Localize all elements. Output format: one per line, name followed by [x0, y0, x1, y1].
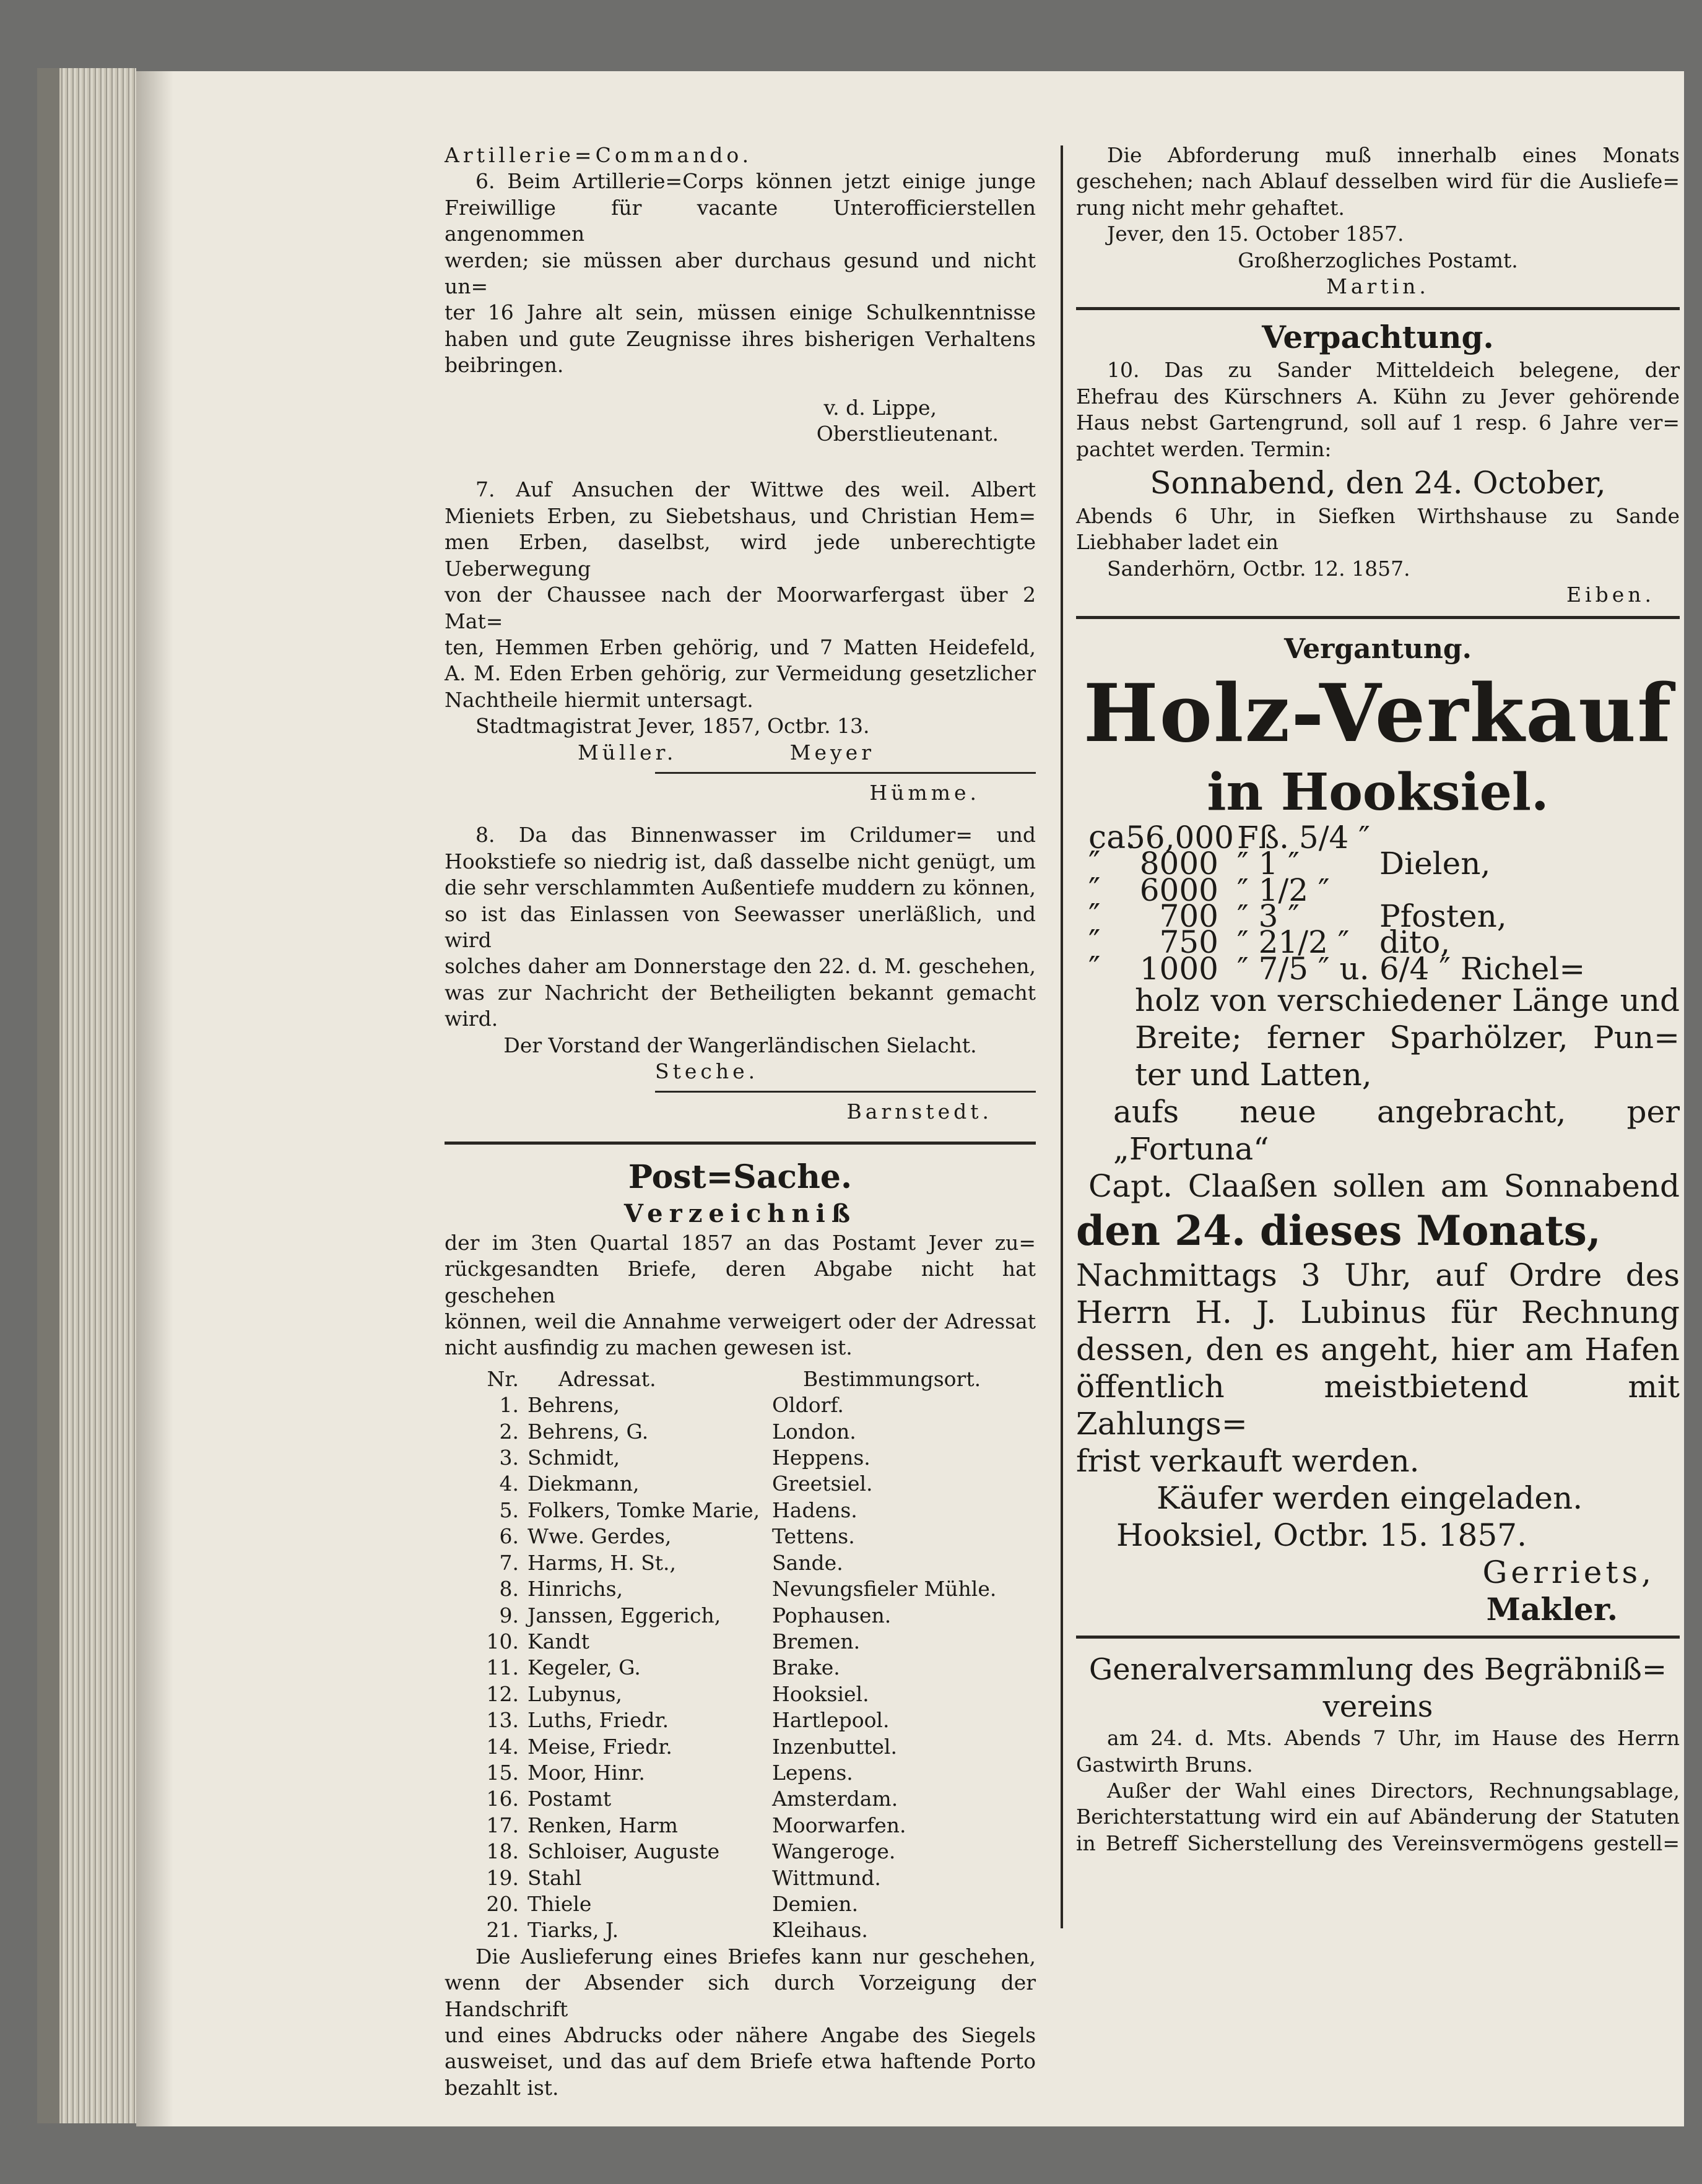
- row-destination: Pophausen.: [772, 1603, 892, 1627]
- row-destination: Hadens.: [772, 1497, 858, 1522]
- qty-prefix: ca.: [1088, 818, 1136, 856]
- text-line: so ist das Einlassen von Seewasser unerläßlich, und wird: [445, 901, 1036, 952]
- row-destination: Nevungsfieler Mühle.: [772, 1577, 997, 1601]
- column-header: Nr.: [487, 1366, 519, 1391]
- row-number: 17.: [486, 1813, 519, 1837]
- text-line: ter 16 Jahre alt sein, müssen einige Schulkenntnisse: [445, 300, 1036, 325]
- text-line: ten, Hemmen Erben gehörig, und 7 Matten Heidefeld,: [445, 635, 1036, 659]
- advert-title: Holz-Verkauf: [1083, 667, 1673, 760]
- place-date: Sanderhörn, Octbr. 12. 1857.: [1107, 556, 1410, 581]
- notice-verpachtung: [1076, 318, 1680, 608]
- row-destination: Wangeroge.: [772, 1839, 896, 1864]
- timber-quantity-list: [1076, 818, 1680, 987]
- notice-binnenwasser: [445, 822, 1036, 1125]
- row-destination: Bremen.: [772, 1629, 861, 1653]
- row-addressee: Renken, Harm: [528, 1813, 678, 1837]
- signature: Martin.: [1326, 274, 1430, 299]
- text-line: und eines Abdrucks oder nähere Angabe des Siegels: [445, 2023, 1036, 2047]
- text-line: Ehefrau des Kürschners A. Kühn zu Jever gehörende: [1076, 384, 1680, 409]
- row-destination: Sande.: [772, 1550, 843, 1575]
- text-line: dessen, den es angeht, hier am Hafen: [1076, 1332, 1680, 1368]
- qty-prefix: ″: [1088, 897, 1101, 935]
- row-number: 19.: [486, 1865, 519, 1890]
- notice-post-sache: [445, 1157, 1036, 2101]
- spacer: [445, 806, 1036, 822]
- qty-dimension: ″ 3 ″: [1237, 898, 1300, 934]
- qty-prefix: ″: [1088, 924, 1101, 961]
- qty-amount: 700: [1159, 898, 1218, 934]
- table-row: [463, 1550, 1036, 1576]
- section-rule: [1076, 1636, 1680, 1639]
- qty-dimension: Fß. 5/4 ″: [1237, 819, 1370, 856]
- text-line: frist verkauft werden.: [1076, 1443, 1420, 1480]
- notice-generalversammlung: [1076, 1651, 1680, 1857]
- signature-body: Der Vorstand der Wangerländischen Sielacht.: [503, 1033, 977, 1057]
- row-destination: Lepens.: [772, 1760, 853, 1785]
- row-addressee: Hinrichs,: [528, 1577, 623, 1601]
- row-addressee: Diekmann,: [528, 1471, 640, 1496]
- row-addressee: Kegeler, G.: [528, 1655, 641, 1680]
- table-row: [463, 1523, 1036, 1549]
- text-line: Die Abforderung muß innerhalb eines Monats: [1107, 143, 1680, 167]
- table-row: [463, 1445, 1036, 1471]
- table-row: [463, 1655, 1036, 1681]
- qty-dimension: ″ 21/2 ″: [1237, 924, 1350, 961]
- row-destination: Oldorf.: [772, 1393, 844, 1418]
- text-line: rung nicht mehr gehaftet.: [1076, 195, 1345, 220]
- table-row: [463, 1603, 1036, 1629]
- qty-dimension: ″ 1 ″: [1237, 846, 1300, 882]
- text-line: beibringen.: [445, 353, 564, 378]
- table-row: [463, 1917, 1036, 1943]
- text-line: Capt. Claaßen sollen am Sonnabend: [1088, 1168, 1680, 1205]
- qty-prefix: ″: [1088, 871, 1101, 909]
- text-line: 7. Auf Ansuchen der Wittwe des weil. Albert: [475, 477, 1036, 502]
- signature-row: [445, 740, 1036, 766]
- row-addressee: Schmidt,: [528, 1445, 620, 1470]
- text-line: werden; sie müssen aber durchaus gesund und nicht un=: [445, 248, 1036, 299]
- qty-dimension: ″ 7/5 ″ u.: [1237, 950, 1370, 987]
- row-destination: Heppens.: [772, 1445, 871, 1470]
- row-number: 15.: [486, 1760, 519, 1785]
- qty-item: 6/4 ″ Richel=: [1379, 950, 1586, 987]
- text-line: nicht ausfindig zu machen gewesen ist.: [445, 1335, 853, 1360]
- timber-quantity-row: [1088, 950, 1680, 987]
- row-destination: Brake.: [772, 1655, 840, 1680]
- text-line: Nachmittags 3 Uhr, auf Ordre des: [1076, 1257, 1680, 1294]
- text-line: 10. Das zu Sander Mitteldeich belegene, der: [1107, 358, 1680, 383]
- text-line: geschehen; nach Ablauf desselben wird für die Ausliefe=: [1076, 169, 1680, 194]
- row-addressee: Behrens, G.: [528, 1419, 649, 1444]
- text-line: Nachtheile hiermit untersagt.: [445, 687, 753, 712]
- qty-prefix: ″: [1088, 950, 1101, 987]
- spacer: [445, 379, 1036, 395]
- left-column: [445, 142, 1036, 2101]
- qty-amount: 6000: [1139, 872, 1218, 908]
- text-line: in Betreff Sicherstellung des Vereinsvermögens gestell=: [1076, 1831, 1680, 1855]
- row-addressee: Folkers, Tomke Marie,: [528, 1497, 760, 1522]
- place-date: Hooksiel, Octbr. 15. 1857.: [1116, 1517, 1527, 1554]
- signature: v. d. Lippe,: [823, 395, 937, 420]
- auction-date: Sonnabend, den 24. October,: [1150, 465, 1606, 501]
- signature-title: Oberstlieutenant.: [816, 422, 999, 446]
- text-line: Herrn H. J. Lubinus für Rechnung: [1076, 1294, 1680, 1331]
- text-line: ausweiset, und das auf dem Briefe etwa haftende Porto: [445, 2049, 1036, 2074]
- section-heading: Verpachtung.: [1262, 319, 1494, 356]
- table-row: [463, 1786, 1036, 1812]
- text-line: der im 3ten Quartal 1857 an das Postamt Jever zu=: [445, 1230, 1036, 1255]
- section-rule: [445, 1142, 1036, 1145]
- text-line: 8. Da das Binnenwasser im Crildumer= und: [475, 823, 1036, 847]
- text-line: Breite; ferner Sparhölzer, Pun=: [1135, 1020, 1680, 1056]
- table-row: [463, 1497, 1036, 1523]
- row-destination: Amsterdam.: [772, 1787, 898, 1811]
- row-destination: Demien.: [772, 1891, 859, 1916]
- column-header: Bestimmungsort.: [803, 1366, 981, 1391]
- row-addressee: Stahl: [528, 1865, 582, 1890]
- notice-wittwe: [445, 477, 1036, 806]
- text-line: Gastwirth Bruns.: [1076, 1752, 1253, 1777]
- text-line: öffentlich meistbietend mit Zahlungs=: [1076, 1369, 1680, 1442]
- notice-heading: Artillerie=Commando.: [445, 143, 753, 167]
- text-line: Die Auslieferung eines Briefes kann nur geschehen,: [475, 1944, 1036, 1969]
- row-addressee: Thiele: [528, 1891, 592, 1916]
- row-number: 10.: [486, 1629, 519, 1653]
- text-line: bezahlt ist.: [445, 2075, 559, 2100]
- row-number: 18.: [486, 1839, 519, 1864]
- spacer: [445, 447, 1036, 477]
- row-addressee: Moor, Hinr.: [528, 1760, 645, 1785]
- signature: Meyer: [789, 740, 875, 765]
- text-line: Freiwillige für vacante Unterofficierstellen angenommen: [445, 195, 1036, 246]
- section-heading: vereins: [1322, 1689, 1433, 1725]
- text-line: Käufer werden eingeladen.: [1157, 1480, 1583, 1517]
- row-addressee: Schloiser, Auguste: [528, 1839, 720, 1864]
- page-gutter-shadow: [136, 71, 173, 2126]
- notice-artillerie: [445, 142, 1036, 447]
- notice-abforderung: [1076, 142, 1680, 300]
- signature: Steche.: [655, 1059, 759, 1083]
- signature: Gerriets,: [1482, 1554, 1655, 1591]
- row-addressee: Janssen, Eggerich,: [528, 1603, 721, 1627]
- text-line: pachtet werden. Termin:: [1076, 436, 1332, 461]
- section-heading: Post=Sache.: [628, 1158, 853, 1196]
- text-line: was zur Nachricht der Betheiligten bekannt gemacht: [445, 980, 1036, 1005]
- section-rule: [655, 772, 1036, 774]
- table-row: [463, 1760, 1036, 1786]
- text-line: von der Chaussee nach der Moorwarfergast über 2 Mat=: [445, 583, 1036, 633]
- qty-prefix: ″: [1088, 845, 1101, 883]
- row-number: 2.: [499, 1419, 519, 1444]
- table-row: [463, 1419, 1036, 1445]
- row-destination: Hooksiel.: [772, 1681, 869, 1706]
- row-addressee: Kandt: [528, 1629, 589, 1653]
- text-line: ter und Latten,: [1135, 1057, 1372, 1093]
- row-addressee: Tiarks, J.: [528, 1918, 619, 1943]
- subsection-heading: Verzeichniß: [623, 1198, 857, 1228]
- text-line: aufs neue angebracht, per „Fortuna“: [1113, 1094, 1680, 1168]
- qty-item: Dielen,: [1379, 846, 1491, 882]
- place-date: Stadtmagistrat Jever, 1857, Octbr. 13.: [475, 714, 870, 739]
- section-rule: [1076, 307, 1680, 310]
- row-number: 6.: [499, 1524, 519, 1549]
- text-line: holz von verschiedener Länge und: [1135, 982, 1680, 1019]
- section-rule: [655, 1091, 1036, 1093]
- row-destination: Kleihaus.: [772, 1918, 868, 1943]
- row-number: 5.: [499, 1497, 519, 1522]
- notice-holz-verkauf: [1076, 631, 1680, 1628]
- text-line: die sehr verschlammten Außentiefe muddern zu können,: [445, 875, 1036, 900]
- row-number: 9.: [499, 1603, 519, 1627]
- qty-amount: 1000: [1139, 950, 1218, 987]
- text-line: wenn der Absender sich durch Vorzeigung der Handschrift: [445, 1970, 1036, 2021]
- row-addressee: Luths, Friedr.: [528, 1708, 669, 1733]
- section-heading: Vergantung.: [1284, 633, 1472, 665]
- row-addressee: Behrens,: [528, 1393, 620, 1418]
- text-line: men Erben, daselbst, wird jede unberechtigte Ueberwegung: [445, 530, 1036, 581]
- text-line: am 24. d. Mts. Abends 7 Uhr, im Hause des Herrn: [1107, 1726, 1680, 1751]
- text-line: wird.: [445, 1007, 498, 1031]
- row-addressee: Postamt: [528, 1787, 612, 1811]
- row-number: 20.: [486, 1891, 519, 1916]
- row-number: 7.: [499, 1550, 519, 1575]
- table-row: [463, 1734, 1036, 1760]
- row-number: 21.: [486, 1918, 519, 1943]
- row-number: 3.: [499, 1445, 519, 1470]
- signature: Hümme.: [869, 780, 980, 805]
- qty-amount: 8000: [1139, 846, 1218, 882]
- right-column: [1076, 142, 1680, 1857]
- letters-table: [445, 1366, 1036, 1944]
- row-addressee: Wwe. Gerdes,: [528, 1524, 672, 1549]
- text-line: Liebhaber ladet ein: [1076, 530, 1279, 555]
- row-destination: Hartlepool.: [772, 1708, 890, 1733]
- row-destination: Inzenbuttel.: [772, 1734, 897, 1759]
- row-addressee: Meise, Friedr.: [528, 1734, 672, 1759]
- signature-title: Makler.: [1486, 1591, 1618, 1628]
- row-destination: Wittmund.: [772, 1865, 881, 1890]
- table-row: [463, 1707, 1036, 1733]
- table-row: [463, 1891, 1036, 1917]
- advert-subtitle: in Hooksiel.: [1207, 762, 1549, 822]
- signature-body: Großherzogliches Postamt.: [1238, 248, 1518, 272]
- row-number: 8.: [499, 1577, 519, 1601]
- auction-date: den 24. dieses Monats,: [1076, 1207, 1601, 1255]
- row-destination: Moorwarfen.: [772, 1813, 906, 1837]
- signature: Müller.: [578, 740, 677, 765]
- table-header-row: [463, 1366, 1036, 1392]
- row-addressee: Lubynus,: [528, 1681, 622, 1706]
- row-destination: Tettens.: [772, 1524, 855, 1549]
- table-row: [463, 1392, 1036, 1418]
- text-line: Hookstiefe so niedrig ist, daß dasselbe nicht genügt, um: [445, 849, 1036, 873]
- section-heading: Generalversammlung des Begräbniß=: [1088, 1652, 1667, 1688]
- table-row: [463, 1629, 1036, 1655]
- row-number: 1.: [499, 1393, 519, 1418]
- column-divider: [1061, 145, 1063, 1928]
- text-line: haben und gute Zeugnisse ihres bisherigen Verhaltens: [445, 326, 1036, 351]
- row-addressee: Harms, H. St.,: [528, 1550, 677, 1575]
- place-date: Jever, den 15. October 1857.: [1107, 222, 1404, 246]
- column-header: Adressat.: [558, 1366, 656, 1391]
- row-number: 4.: [499, 1471, 519, 1496]
- qty-amount: 56,000: [1126, 819, 1234, 856]
- text-line: Außer der Wahl eines Directors, Rechnungsablage,: [1107, 1778, 1680, 1803]
- table-row: [463, 1471, 1036, 1497]
- row-destination: London.: [772, 1419, 856, 1444]
- section-rule: [1076, 616, 1680, 619]
- text-line: rückgesandten Briefe, deren Abgabe nicht hat geschehen: [445, 1257, 1036, 1307]
- table-row: [463, 1839, 1036, 1865]
- table-row: [463, 1576, 1036, 1602]
- timber-description: [1076, 982, 1680, 1093]
- book-cover-edge: [37, 68, 59, 2123]
- qty-amount: 750: [1159, 924, 1218, 961]
- signature: Barnstedt.: [846, 1099, 992, 1124]
- text-line: Berichterstattung wird ein auf Abänderung der Statuten: [1076, 1805, 1680, 1829]
- table-row: [463, 1865, 1036, 1891]
- table-row: [463, 1681, 1036, 1707]
- text-line: A. M. Eden Erben gehörig, zur Vermeidung gesetzlicher: [445, 661, 1036, 686]
- row-number: 11.: [486, 1655, 519, 1680]
- text-line: Abends 6 Uhr, in Siefken Wirthshause zu Sande: [1076, 504, 1680, 529]
- qty-item: Pfosten,: [1379, 898, 1507, 934]
- qty-dimension: ″ 1/2 ″: [1237, 872, 1330, 908]
- row-number: 16.: [486, 1787, 519, 1811]
- text-line: Mieniets Erben, zu Siebetshaus, und Christian Hem=: [445, 503, 1036, 528]
- text-line: Haus nebst Gartengrund, soll auf 1 resp. 6 Jahre ver=: [1076, 410, 1680, 435]
- text-line: können, weil die Annahme verweigert oder der Adressat: [445, 1309, 1036, 1334]
- signature: Eiben.: [1566, 583, 1655, 607]
- text-line: solches daher am Donnerstage den 22. d. M. geschehen,: [445, 954, 1036, 979]
- row-number: 14.: [486, 1734, 519, 1759]
- row-destination: Greetsiel.: [772, 1471, 873, 1496]
- row-number: 12.: [486, 1681, 519, 1706]
- qty-item: dito,: [1379, 924, 1451, 961]
- row-number: 13.: [486, 1708, 519, 1733]
- table-row: [463, 1813, 1036, 1839]
- text-line: 6. Beim Artillerie=Corps können jetzt einige junge: [475, 169, 1036, 194]
